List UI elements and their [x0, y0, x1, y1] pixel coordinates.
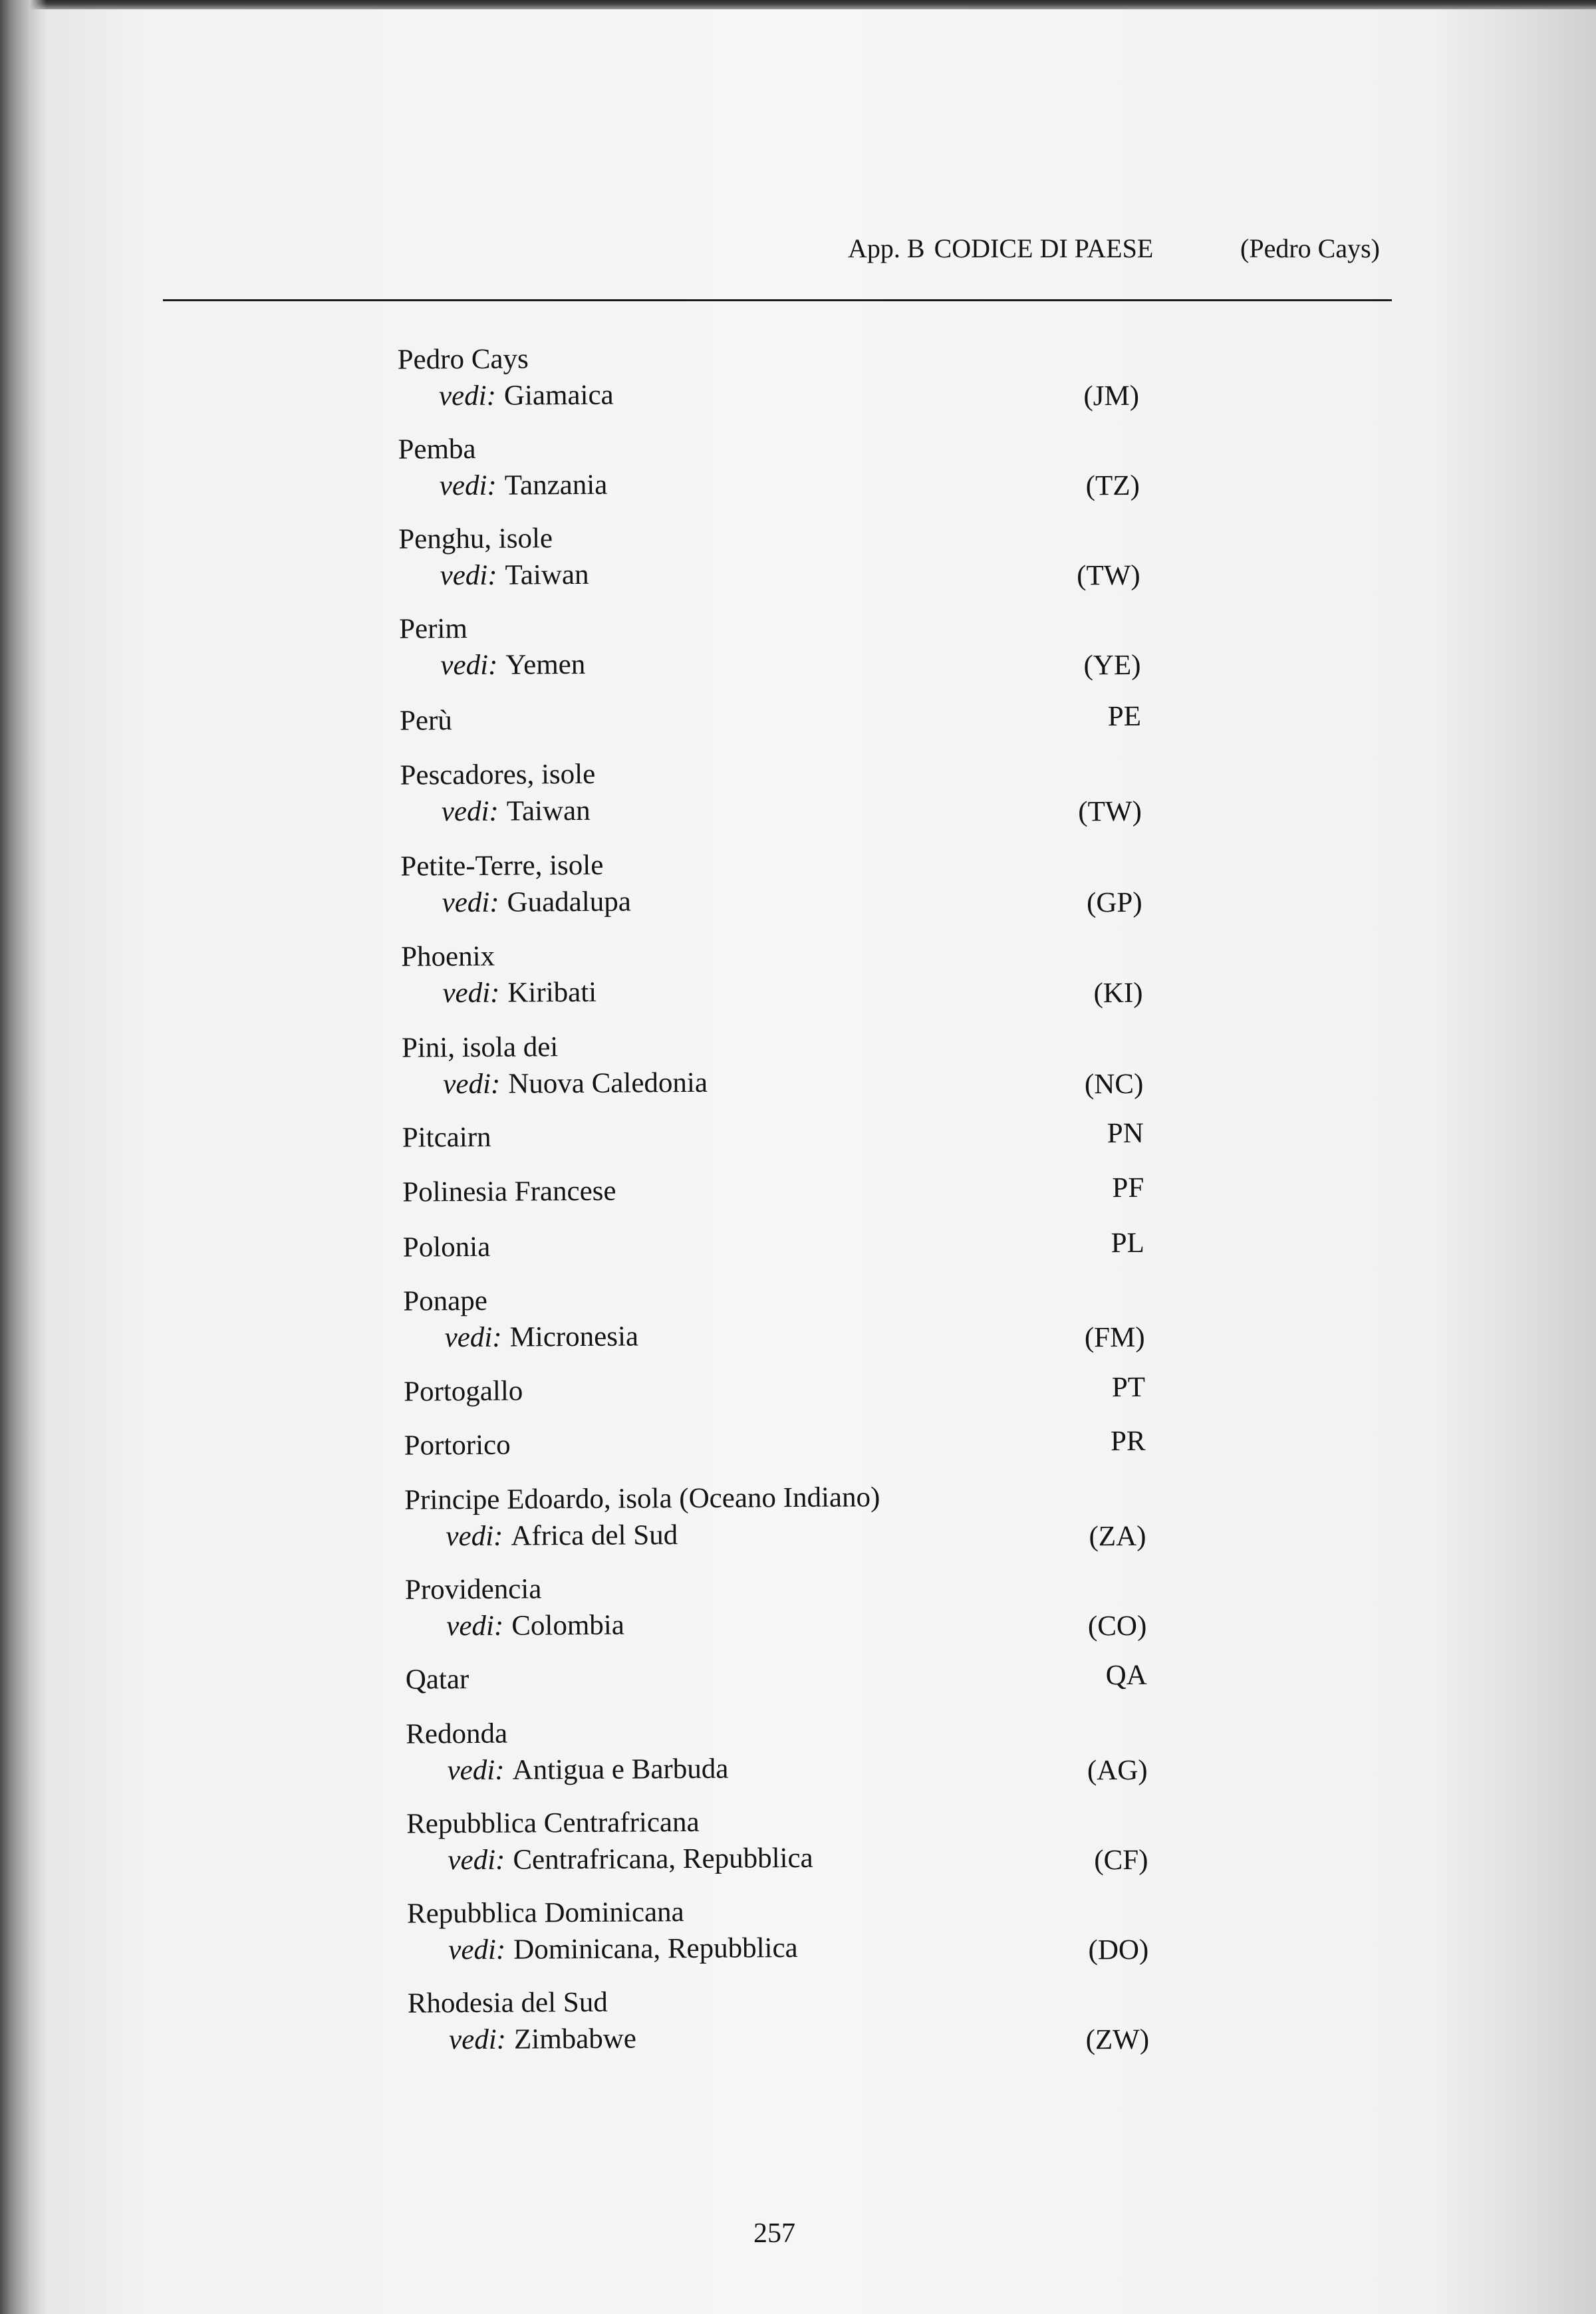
see-label: vedi:	[447, 1754, 505, 1787]
index-entry	[404, 1423, 1145, 1464]
entry-code: (ZA)	[1089, 1520, 1146, 1553]
entry-code: (NC)	[1084, 1068, 1144, 1100]
see-label: vedi:	[442, 886, 499, 919]
entry-name: Rhodesia del Sud	[407, 1986, 608, 2019]
entry-see-also	[401, 971, 1142, 1012]
see-label: vedi:	[439, 469, 497, 502]
index-entry	[404, 1478, 1146, 1555]
index-entry	[403, 1279, 1145, 1356]
header-range: (Pedro Cays)	[1240, 233, 1380, 263]
index-entry	[400, 844, 1142, 922]
entry-code: (FM)	[1084, 1321, 1145, 1354]
entry-code: PL	[1111, 1227, 1144, 1259]
see-label: vedi:	[448, 1934, 506, 1966]
header-section: App. B	[848, 233, 925, 263]
see-target: Centrafricana, Repubblica	[513, 1842, 813, 1876]
entry-name: Pitcairn	[402, 1121, 491, 1154]
entry-name: Qatar	[405, 1664, 469, 1696]
page-number: 257	[753, 2218, 795, 2249]
see-label: vedi:	[440, 559, 497, 592]
entry-code: (TW)	[1078, 795, 1142, 828]
index-entry	[406, 1712, 1148, 1789]
see-label: vedi:	[441, 795, 499, 828]
see-target: Africa del Sud	[511, 1519, 678, 1552]
entry-code: (AG)	[1087, 1754, 1148, 1787]
index-entry	[399, 606, 1141, 684]
index-entry	[407, 1891, 1149, 1969]
entry-name: Pedro Cays	[397, 343, 529, 376]
see-label: vedi:	[438, 380, 497, 412]
index-entry	[402, 1170, 1144, 1211]
entry-see-also	[398, 463, 1140, 505]
entry-see-also	[406, 1748, 1147, 1789]
entry-name: Pemba	[398, 433, 476, 465]
entry-name: Providencia	[404, 1573, 542, 1606]
see-target: Taiwan	[505, 559, 589, 591]
see-label: vedi:	[443, 1068, 501, 1100]
see-label: vedi:	[440, 649, 498, 682]
index-entry	[406, 1801, 1148, 1879]
entry-see-also	[407, 1928, 1148, 1969]
entry-code: (CO)	[1087, 1610, 1147, 1642]
see-target: Micronesia	[509, 1321, 639, 1353]
index-entry	[402, 1025, 1144, 1103]
entry-see-also	[406, 1838, 1148, 1879]
entry-code: QA	[1105, 1659, 1147, 1692]
see-target: Giamaica	[503, 379, 614, 412]
see-label: vedi:	[448, 1844, 505, 1876]
entry-name: Perim	[398, 613, 467, 645]
index-entry	[400, 698, 1141, 739]
entry-code: PR	[1110, 1425, 1146, 1458]
see-label: vedi:	[446, 1610, 504, 1642]
entry-see-also	[404, 1514, 1146, 1555]
entry-see-also	[408, 2017, 1149, 2059]
entry-code: (CF)	[1094, 1844, 1148, 1876]
entry-see-also	[405, 1604, 1146, 1645]
entry-name: Redonda	[406, 1718, 508, 1750]
entry-name: Pini, isola dei	[401, 1031, 559, 1064]
entry-code: (DO)	[1088, 1934, 1149, 1966]
see-target: Kiribati	[507, 976, 597, 1009]
entry-name: Principe Edoardo, isola (Oceano Indiano)	[404, 1481, 880, 1516]
see-target: Dominicana, Repubblica	[513, 1932, 798, 1966]
see-target: Zimbabwe	[513, 2023, 637, 2055]
entry-code: (YE)	[1083, 649, 1141, 682]
see-target: Tanzania	[504, 469, 608, 501]
entry-code: (TW)	[1077, 559, 1140, 592]
entry-name: Repubblica Centrafricana	[406, 1806, 700, 1840]
index-entry	[398, 517, 1140, 594]
entry-see-also	[400, 880, 1142, 922]
entry-code: PT	[1111, 1371, 1146, 1404]
entry-name: Pescadores, isole	[400, 758, 596, 791]
index-entry	[400, 753, 1142, 831]
index-entry	[403, 1225, 1144, 1266]
entry-see-also	[399, 643, 1140, 684]
entry-see-also	[398, 553, 1140, 594]
entry-name: Portogallo	[404, 1375, 523, 1408]
entry-name: Polonia	[402, 1231, 491, 1263]
entry-name: Ponape	[403, 1285, 488, 1317]
index-entry	[404, 1369, 1145, 1410]
see-target: Yemen	[505, 648, 586, 681]
index-entry	[401, 934, 1143, 1012]
index-entry	[402, 1115, 1144, 1156]
entry-code: PE	[1107, 700, 1142, 733]
see-label: vedi:	[442, 977, 500, 1009]
entry-code: (JM)	[1083, 380, 1140, 412]
entry-code: (KI)	[1093, 977, 1143, 1009]
entry-name: Perù	[399, 705, 452, 737]
entry-code: PN	[1107, 1117, 1144, 1150]
entry-name: Repubblica Dominicana	[406, 1896, 684, 1930]
entry-code: (GP)	[1086, 886, 1142, 919]
entry-code: (ZW)	[1085, 2023, 1150, 2056]
see-target: Nuova Caledonia	[508, 1067, 708, 1100]
entry-code: PF	[1112, 1172, 1144, 1204]
see-target: Antigua e Barbuda	[512, 1753, 729, 1786]
see-label: vedi:	[444, 1321, 502, 1354]
see-target: Guadalupa	[507, 886, 631, 918]
index-entry	[398, 427, 1140, 505]
index-entry	[406, 1657, 1147, 1698]
see-target: Colombia	[511, 1609, 624, 1642]
entry-see-also	[400, 789, 1142, 831]
index-entry	[397, 337, 1139, 415]
index-entry	[408, 1981, 1150, 2059]
entry-see-also	[398, 374, 1139, 415]
see-label: vedi:	[448, 2023, 507, 2056]
entry-see-also	[403, 1315, 1144, 1356]
see-target: Taiwan	[506, 795, 591, 827]
entry-name: Portorico	[404, 1429, 511, 1462]
entry-name: Petite-Terre, isole	[400, 849, 604, 882]
header-title: CODICE DI PAESE	[934, 233, 1154, 263]
entry-name: Penghu, isole	[398, 523, 553, 555]
entry-see-also	[402, 1062, 1143, 1103]
see-label: vedi:	[446, 1520, 503, 1553]
entry-code: (TZ)	[1085, 469, 1140, 502]
entry-name: Phoenix	[401, 940, 495, 973]
entry-name: Polinesia Francese	[402, 1175, 616, 1208]
index-entry	[405, 1567, 1147, 1645]
